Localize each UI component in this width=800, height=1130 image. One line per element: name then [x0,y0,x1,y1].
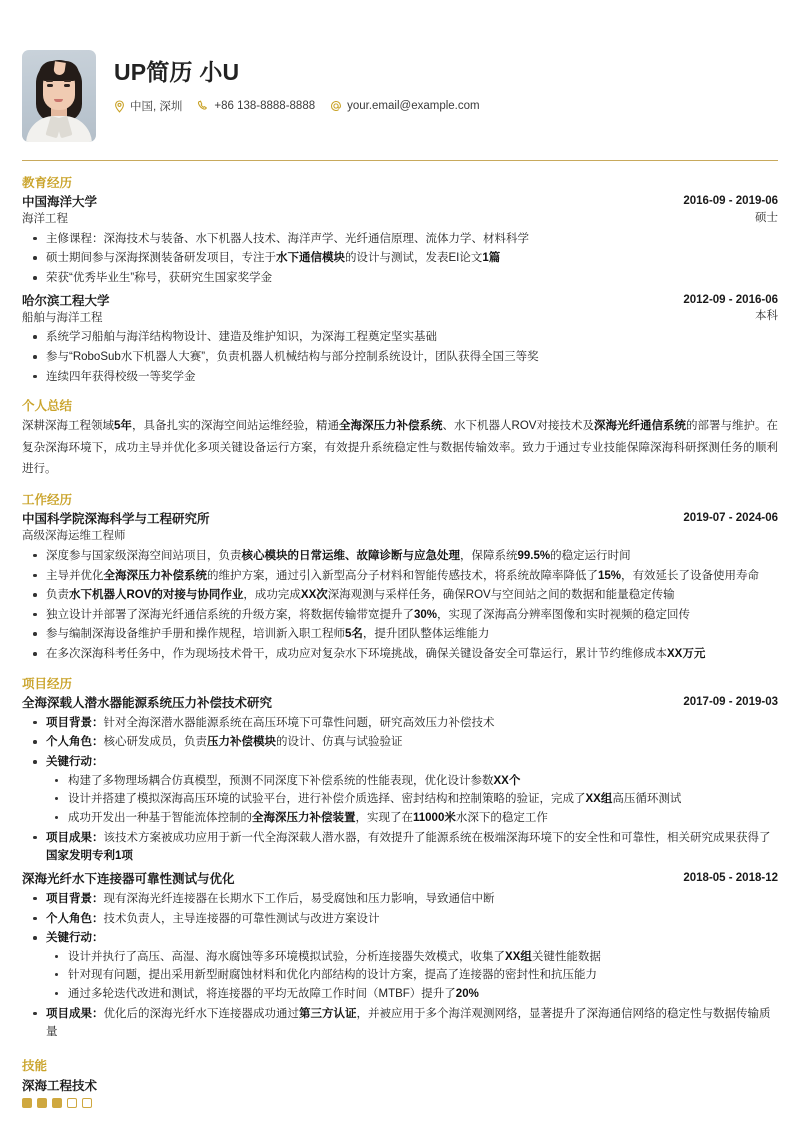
entry-date: 2012-09 - 2016-06 [683,293,778,306]
section-skills [22,1056,778,1108]
section-title-education: 教育经历 [22,176,73,190]
sub-bullet-item: 构建了多物理场耦合仿真模型，预测不同深度下补偿系统的性能表现，优化设计参数XX个 [46,772,778,791]
entry-date: 2016-09 - 2019-06 [683,195,778,207]
entry-degree: 本科 [755,310,778,323]
bullet-item: 系统学习船舶与海洋结构物设计、建造及维护知识，为深海工程奠定坚实基础 [22,328,778,347]
identity-block [114,50,495,114]
entry-org: 中国海洋大学 [22,195,98,209]
sub-bullet-item: 设计并执行了高压、高湿、海水腐蚀等多环境模拟试验，分析连接器失效模式，收集了XX组关键性能数据 [46,948,778,967]
bullet-item: 连续四年获得校级一等奖学金 [22,368,778,387]
bullet-list [22,714,778,866]
sub-bullet-list [46,948,778,1004]
sub-bullet-item: 成功开发出一种基于智能流体控制的全海深压力补偿装置，实现了在11000米水深下的稳定工作 [46,809,778,828]
section-projects [22,674,778,1042]
education-entries [22,193,778,386]
work-entry [22,510,778,664]
contact-location [114,98,182,114]
skill-rating [22,1098,778,1108]
section-title-summary: 个人总结 [22,399,73,414]
bullet-item: 个人角色：核心研发成员，负责压力补偿模块的设计、仿真与试验验证 [22,733,778,752]
entry-date: 2019-07 - 2024-06 [683,512,778,525]
contact-location-text: 中国, 深圳 [130,101,183,113]
bullet-item: 独立设计并部署了深海光纤通信系统的升级方案，将数据传输带宽提升了30%，实现了深海高分辨率图像和实时视频的稳定回传 [22,606,778,625]
work-entries [22,510,778,664]
bullet-item: 项目背景：针对全海深潜水器能源系统在高压环境下可靠性问题，研究高效压力补偿技术 [22,714,778,733]
section-title-work: 工作经历 [22,493,73,508]
bullet-item: 主修课程：深海技术与装备、水下机器人技术、海洋声学、光纤通信原理、流体力学、材料科学 [22,230,778,249]
entry-date: 2017-09 - 2019-03 [683,695,778,708]
sub-bullet-item: 设计并搭建了模拟深海高压环境的试验平台，进行补偿介质选择、密封结构和控制策略的验证，完成了XX组高压循环测试 [46,790,778,809]
project-entry [22,870,778,1042]
project-entries [22,694,778,1042]
skill-rating-pip [22,1098,32,1108]
bullet-item: 负责水下机器人ROV的对接与协同作业，成功完成XX次深海观测与采样任务，确保ROV与空间站之间的数据和能量稳定传输 [22,586,778,605]
skill-rating-pip [67,1098,77,1108]
bullet-item: 深度参与国家级深海空间站项目，负责核心模块的日常运维、故障诊断与应急处理，保障系统99.5%的稳定运行时间 [22,547,778,566]
bullet-list [22,328,778,386]
skill-entries [22,1076,778,1108]
bullet-item: 主导并优化全海深压力补偿系统的维护方案，通过引入新型高分子材料和智能传感技术，将系统故障率降低了15%，有效延长了设备使用寿命 [22,567,778,586]
section-title-skills: 技能 [22,1058,48,1073]
skill-name: 深海工程技术 [22,1078,98,1093]
location-pin-icon [114,100,125,113]
entry-subtitle: 海洋工程 [22,213,68,226]
bullet-item: 项目成果：优化后的深海光纤水下连接器成功通过第三方认证，并被应用于多个海洋观测网络，显著提升了深海通信网络的稳定性与数据传输质量 [22,1005,778,1042]
bullet-item: 项目背景：现有深海光纤连接器在长期水下工作后，易受腐蚀和压力影响，导致通信中断 [22,890,778,909]
summary-text: 深耕深海工程领域5年，具备扎实的深海空间站运维经验，精通全海深压力补偿系统、水下机器人ROV对接技术及深海光纤通信系统的部署与维护。在复杂深海环境下，成功主导并优化多项关键设备运行方案，有效提升系统稳定性与数据传输效率。致力于通过专业技能保障深海科研探测任务的顺利进行。 [22,420,779,475]
bullet-item: 个人角色：技术负责人，主导连接器的可靠性测试与改进方案设计 [22,910,778,929]
skill-rating-pip [82,1098,92,1108]
contact-email [330,100,479,112]
phone-icon [197,100,209,112]
contact-email-text: your.email@example.com [347,100,480,112]
contact-phone-text: +86 138-8888-8888 [214,100,316,112]
bullet-list [22,547,778,664]
bullet-item: 项目成果：该技术方案被成功应用于新一代全海深载人潜水器，有效提升了能源系统在极端深海环境下的安全性和可靠性，相关研究成果获得了国家发明专利1项 [22,829,778,866]
sub-bullet-item: 针对现有问题，提出采用新型耐腐蚀材料和优化内部结构的设计方案，提高了连接器的密封性和抗压能力 [46,966,778,985]
email-at-icon [330,100,342,112]
bullet-item: 硕士期间参与深海探测装备研发项目，专注于水下通信模块的设计与测试，发表EI论文1篇 [22,249,778,268]
skill-rating-pip [37,1098,47,1108]
section-title-projects: 项目经历 [22,676,73,691]
entry-subtitle: 高级深海运维工程师 [22,530,126,543]
skill-entry [22,1076,778,1108]
contact-phone [197,100,315,112]
bullet-item: 关键行动： 构建了多物理场耦合仿真模型，预测不同深度下补偿系统的性能表现，优化设计参数XX个 设计并搭建了模拟深海高压环境的试验平台，进行补偿介质选择、密封结构和控制策略的验证，完成了XX组高压循环测试 成功开发出一种基于智能流体控制的全海深压力补偿装置，实现了在11000米水深下的稳定工作 [22,753,778,828]
entry-date: 2018-05 - 2018-12 [683,871,778,884]
education-entry [22,292,778,387]
entry-org: 深海光纤水下连接器可靠性测试与优化 [22,871,235,886]
entry-org: 中国科学院深海科学与工程研究所 [22,512,210,527]
bullet-item: 关键行动： 设计并执行了高压、高湿、海水腐蚀等多环境模拟试验，分析连接器失效模式，收集了XX组关键性能数据 针对现有问题，提出采用新型耐腐蚀材料和优化内部结构的设计方案，提高了连接器的密封性和抗压能力 通过多轮迭代改进和测试，将连接器的平均无故障工作时间（MTBF）提升了20% [22,929,778,1004]
resume-header [22,50,778,152]
entry-org: 全海深载人潜水器能源系统压力补偿技术研究 [22,695,273,710]
portrait-photo [22,50,96,142]
bullet-item: 荣获“优秀毕业生”称号，获研究生国家奖学金 [22,269,778,288]
entry-subtitle: 船舶与海洋工程 [22,311,103,324]
bullet-item: 参与编制深海设备维护手册和操作规程，培训新入职工程师5名，提升团队整体运维能力 [22,625,778,644]
skill-rating-pip [52,1098,62,1108]
section-summary [22,396,778,480]
section-work [22,490,778,664]
bullet-list [22,230,778,288]
project-entry [22,694,778,866]
bullet-list [22,890,778,1042]
header-divider [22,160,778,161]
bullet-item: 参与“RoboSub水下机器人大赛”，负责机器人机械结构与部分控制系统设计，团队获得全国三等奖 [22,348,778,367]
bullet-item: 在多次深海科考任务中，作为现场技术骨干，成功应对复杂水下环境挑战，确保关键设备安全可靠运行，累计节约维修成本XX万元 [22,645,778,664]
page-title: UP简历 小U [114,59,240,85]
entry-org: 哈尔滨工程大学 [22,293,110,308]
education-entry [22,193,778,288]
contact-list [114,98,495,114]
section-education [22,173,778,386]
entry-degree: 硕士 [755,211,778,224]
sub-bullet-list [46,772,778,828]
sub-bullet-item: 通过多轮迭代改进和测试，将连接器的平均无故障工作时间（MTBF）提升了20% [46,985,778,1004]
